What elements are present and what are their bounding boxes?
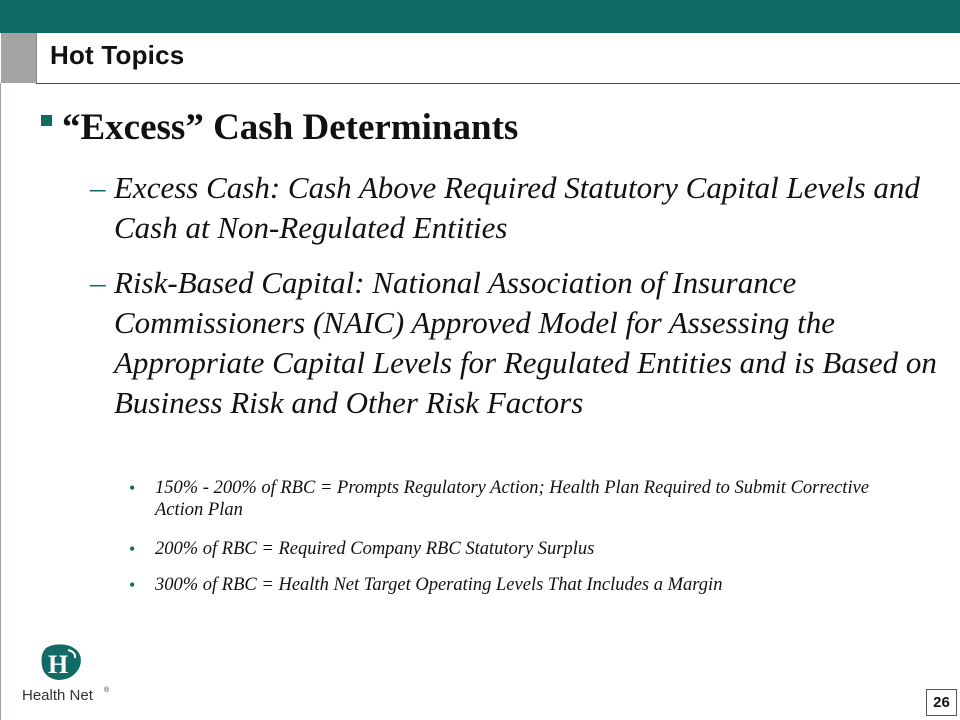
slide-title: Hot Topics [50, 40, 185, 70]
dot-bullet: • [129, 478, 136, 498]
title-accent-block [1, 33, 37, 83]
dash-bullet: – [90, 170, 106, 205]
subbullet-150-200: 150% - 200% of RBC = Prompts Regulatory Action; Health Plan Required to Submit Corrective Action Plan [155, 478, 870, 520]
dot-bullet: • [129, 539, 136, 559]
bullet-excess-cash: Excess Cash: Cash Above Required Statutory Capital Levels and Cash at Non-Regulated Entities [114, 170, 920, 245]
square-bullet-icon [41, 115, 52, 126]
main-heading: “Excess” Cash Determinants [62, 107, 519, 148]
page-number: 26 [926, 689, 957, 716]
health-net-logo [20, 640, 115, 710]
logo-mark: H [48, 650, 69, 679]
bullet-risk-based-capital: Risk-Based Capital: National Association of Insurance Commissioners (NAIC) Approved Model for Assessing the Appropriate Capital Levels for Regulated Entities and is Based on Business Risk and Other Risk Factors [114, 265, 937, 420]
top-banner [0, 0, 960, 33]
logo-registered: ® [104, 687, 110, 694]
left-border [0, 83, 1, 720]
dash-bullet: – [90, 265, 106, 300]
subbullet-200: 200% of RBC = Required Company RBC Statutory Surplus [155, 539, 595, 559]
title-divider [36, 83, 960, 84]
dot-bullet: • [129, 575, 136, 595]
subbullet-300: 300% of RBC = Health Net Target Operating Levels That Includes a Margin [155, 575, 723, 595]
logo-text: Health Net [22, 687, 93, 704]
